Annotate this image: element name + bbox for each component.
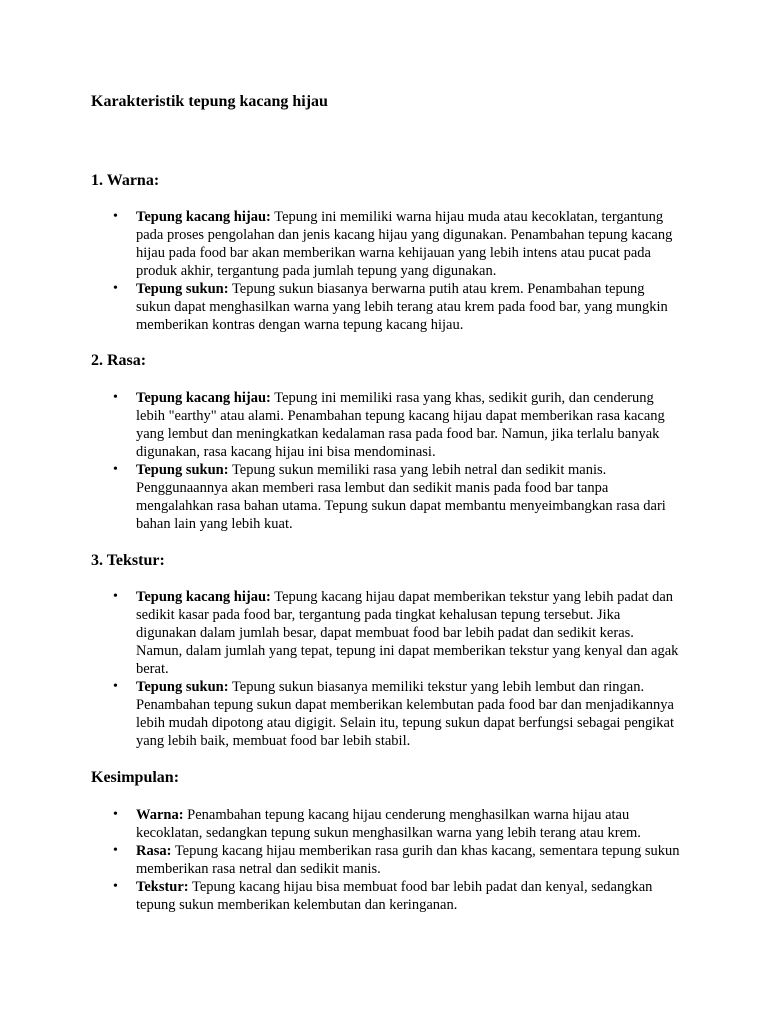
section-heading-rasa: 2. Rasa: [91, 352, 147, 369]
bullet-icon: • [113, 589, 118, 604]
bullet-list-tekstur [113, 588, 681, 750]
item-term: Tepung kacang hijau: [136, 390, 271, 406]
bullet-list-warna [113, 208, 681, 334]
bullet-list-rasa [113, 389, 681, 533]
bullet-icon: • [113, 843, 118, 858]
item-term: Tepung sukun: [136, 462, 229, 478]
bullet-icon: • [113, 281, 118, 296]
section-heading-kesimpulan: Kesimpulan: [91, 769, 180, 786]
list-item [113, 842, 681, 878]
item-term: Tepung kacang hijau: [136, 589, 271, 605]
list-item [113, 461, 681, 533]
item-text: Tepung sukun biasanya berwarna putih atau krem. Penambahan tepung sukun dapat menghasilkan warna yang lebih terang atau krem pada food bar, yang mungkin memberikan kontras dengan warna tepung kacang hijau. [136, 281, 668, 333]
item-text: Tepung kacang hijau dapat memberikan tekstur yang lebih padat dan sedikit kasar pada food bar, tergantung pada tingkat kehalusan tepung tersebut. Jika digunakan dalam jumlah besar, dapat membuat food bar lebih padat dan sedikit keras. Namun, dalam jumlah yang tepat, tepung ini dapat memberikan tekstur yang kenyal dan agak berat. [136, 589, 679, 677]
item-text: Tepung kacang hijau bisa membuat food bar lebih padat dan kenyal, sedangkan tepung sukun memberikan kelembutan dan keringanan. [136, 879, 653, 913]
item-text: Tepung sukun biasanya memiliki tekstur yang lebih lembut dan ringan. Penambahan tepung sukun dapat memberikan kelembutan pada food bar dan menjadikannya lebih mudah dipotong atau digigit. Selain itu, tepung sukun dapat berfungsi sebagai pengikat yang lebih baik, membuat food bar lebih stabil. [136, 679, 675, 749]
list-item [113, 806, 681, 842]
item-text: Tepung sukun memiliki rasa yang lebih netral dan sedikit manis. Penggunaannya akan memberi rasa lembut dan sedikit manis pada food bar tanpa mengalahkan rasa bahan utama. Tepung sukun dapat membantu menyeimbangkan rasa dari bahan lain yang lebih kuat. [136, 462, 666, 532]
list-item [113, 389, 681, 461]
item-term: Tekstur: [136, 879, 189, 895]
list-item [113, 280, 681, 334]
list-item [113, 678, 681, 750]
section-heading-warna: 1. Warna: [91, 172, 160, 189]
bullet-list-kesimpulan [113, 806, 681, 914]
item-term: Tepung sukun: [136, 679, 229, 695]
bullet-icon: • [113, 879, 118, 894]
item-term: Tepung sukun: [136, 281, 229, 297]
bullet-icon: • [113, 390, 118, 405]
document-title: Karakteristik tepung kacang hijau [91, 93, 328, 110]
bullet-icon: • [113, 462, 118, 477]
item-text: Penambahan tepung kacang hijau cenderung menghasilkan warna hijau atau kecoklatan, sedangkan tepung sukun menghasilkan warna yang lebih terang atau krem. [136, 807, 641, 841]
list-item [113, 588, 681, 678]
item-text: Tepung ini memiliki warna hijau muda atau kecoklatan, tergantung pada proses pengolahan dan jenis kacang hijau yang digunakan. Penambahan tepung kacang hijau pada food bar akan memberikan warna kehijauan yang lebih intens atau pucat pada produk akhir, tergantung pada jumlah tepung yang digunakan. [136, 209, 673, 279]
item-text: Tepung kacang hijau memberikan rasa gurih dan khas kacang, sementara tepung sukun memberikan rasa netral dan sedikit manis. [136, 843, 680, 877]
section-heading-tekstur: 3. Tekstur: [91, 552, 165, 569]
item-term: Warna: [136, 807, 184, 823]
list-item [113, 208, 681, 280]
bullet-icon: • [113, 807, 118, 822]
item-term: Tepung kacang hijau: [136, 209, 271, 225]
bullet-icon: • [113, 209, 118, 224]
item-text: Tepung ini memiliki rasa yang khas, sedikit gurih, dan cenderung lebih "earthy" atau alami. Penambahan tepung kacang hijau dapat memberikan rasa kacang yang lembut dan meningkatkan kedalaman rasa pada food bar. Namun, jika terlalu banyak digunakan, rasa kacang hijau ini bisa mendominasi. [136, 390, 665, 460]
list-item [113, 878, 681, 914]
item-term: Rasa: [136, 843, 172, 859]
bullet-icon: • [113, 679, 118, 694]
